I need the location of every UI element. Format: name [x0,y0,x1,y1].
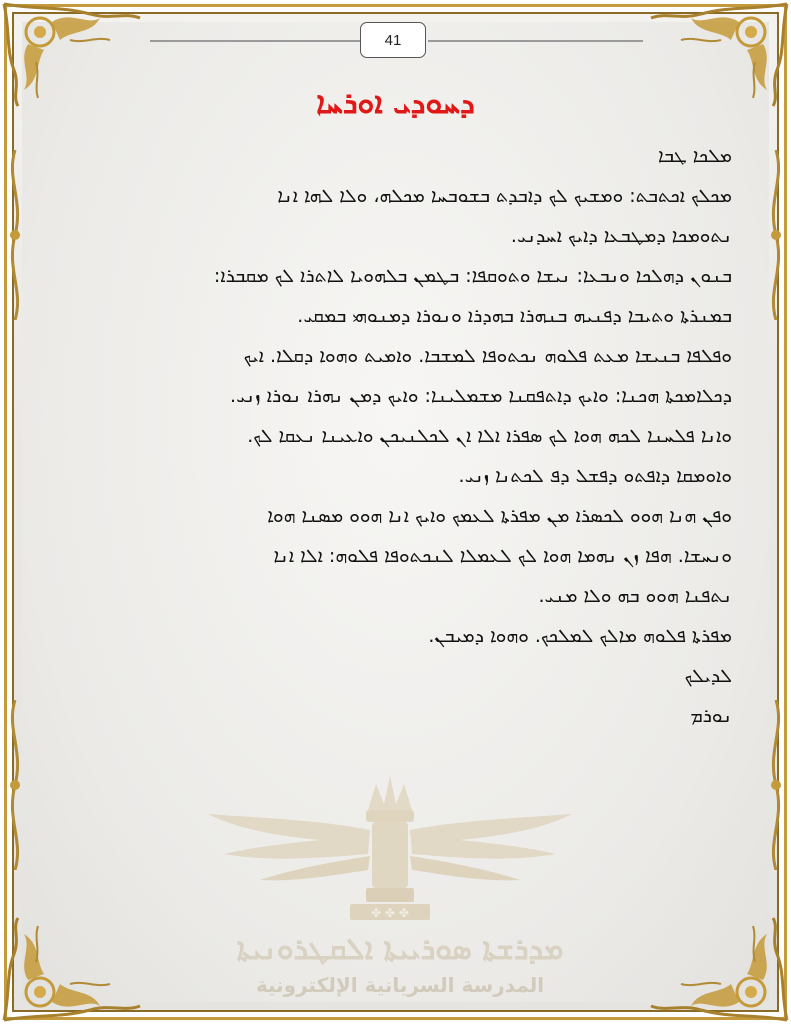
header-rule-right [428,40,643,42]
text-line: ܡܦܪܬܐ ܦܠܘܗ ܡܐܠܟ ܠܡܠܟܟ. ܘܗܘܐ ܕܡܝܒܢ. [428,625,732,647]
header-rule-left [150,40,360,42]
text-line: ܢܬܦܢܐ ܗܘܘ ܒܗ ܘܠܐ ܡܢܝ. [538,585,732,607]
corner-ornament-bottom-right-icon [641,914,791,1024]
text-line: ܡܠܟܐ ܛܒܐ [657,145,732,167]
body-text [60,136,732,736]
text-line: ܒܡܢܪܬܐ ܘܬܝܒܐ ܕܦܢܝܗ ܒܢܗܪܐ ܒܗܕܪܐ ܘܢܘܪܐ ܕܡܢܘܗܝ ܒܡܩܝ. [297,305,732,327]
winged-emblem-watermark-icon [200,770,580,930]
corner-ornament-top-left-icon [0,0,150,110]
text-line: ܢܬܘܡܟܐ ܕܡܛܒܥܐ ܕܐܝܟ ܐܚܕܢܝ. [510,225,732,247]
watermark-arabic-text: المدرسة السريانية الإلكترونية [255,973,545,997]
text-line: ܘܦܠܦܐ ܒܢܝܫܐ ܡܥܬ ܦܠܘܗ ܢܟܬܘܦܐ ܠܡܫܒܐ. ܘܐܡܝܬ ܘܗܘܐ ܕܩܠܐ. ܐܝܟ [243,345,732,367]
side-ornament-right-top-icon [763,150,789,320]
text-line: ܒܢܘܢ ܕܗܠܟܐ ܘܢܒܥܐ: ܢܝܫܐ ܘܬܘܩܦܐ: ܒܛܡܢ ܒܠܗܘܝܐ ܠܐܬܪܐ ܠܟ ܡܩܒܪܐ: [213,265,732,287]
text-line: ܘܐܢܐ ܦܠܚܢܐ ܠܟܗ ܗܘܐ ܠܟ ܣܦܪܐ ܐܠܐ ܐܢ ܠܟܠܢܝܟܢ ܘܐܥܝܢܐ ܢܥܩܐ ܠܟ. [247,425,732,447]
side-ornament-right-bottom-icon [763,700,789,870]
text-line: ܘܐܘܡܩܐ ܕܐܦܬܘ ܕܦܫܠ ܕܦ ܠܟܬܢܐ ܙܢܝ. [458,465,732,487]
svg-text:✤ ✤ ✤: ✤ ✤ ✤ [371,906,409,920]
page-title: ܕܚܘܕܝ ܐܘܪܚܐ [316,86,475,121]
text-line: ܘܦܢ ܗܢܐ ܗܘܘ ܠܟܣܪܐ ܡܢ ܡܦܪܬܐ ܠܥܡܟ ܘܐܝܟ ܐܢܐ ܗܘܘ ܡܣܢܐ ܗܘܐ [267,505,732,527]
text-line: ܘܢܚܫܐ. ܗܦܐ ܙܢ ܢܗܡܐ ܗܘܐ ܠܟ ܠܥܡܠܐ ܠܢܟܬܘܦܐ ܦܠܘܗ: ܐܠܐ ܐܢܐ [273,545,732,567]
corner-ornament-top-right-icon [641,0,791,110]
text-line: ܢܘܪܡ [690,705,732,727]
corner-ornament-bottom-left-icon [0,914,150,1024]
page-number: 41 [360,22,426,58]
side-ornament-left-top-icon [2,150,28,320]
watermark-syriac-text: ܡܕܪܫܬܐ ܣܘܪܝܝܬܐ ܐܠܩܛܪܘܢܝܬܐ [236,932,564,967]
text-line: ܕܟܠܐܡܟܬܐ ܗܟܢܐ: ܘܐܝܟ ܕܐܬܦܩܢܐ ܡܫܡܠܝܢܐ: ܘܐܝܟ ܕܡܢ ܢܗܪܐ ܢܘܪܐ ܙܢܝ. [230,385,732,407]
side-ornament-left-bottom-icon [2,700,28,870]
text-line: ܠܕܝܠܟ [684,665,732,687]
text-line: ܡܟܠܟ ܐܟܬܒܬ: ܘܡܫܝܟ ܠܟ ܕܐܒܕܬ ܒܫܘܒܚܐ ܡܟܠܗ، ܘܠܐ ܠܗܐ ܐܢܐ [277,185,732,207]
